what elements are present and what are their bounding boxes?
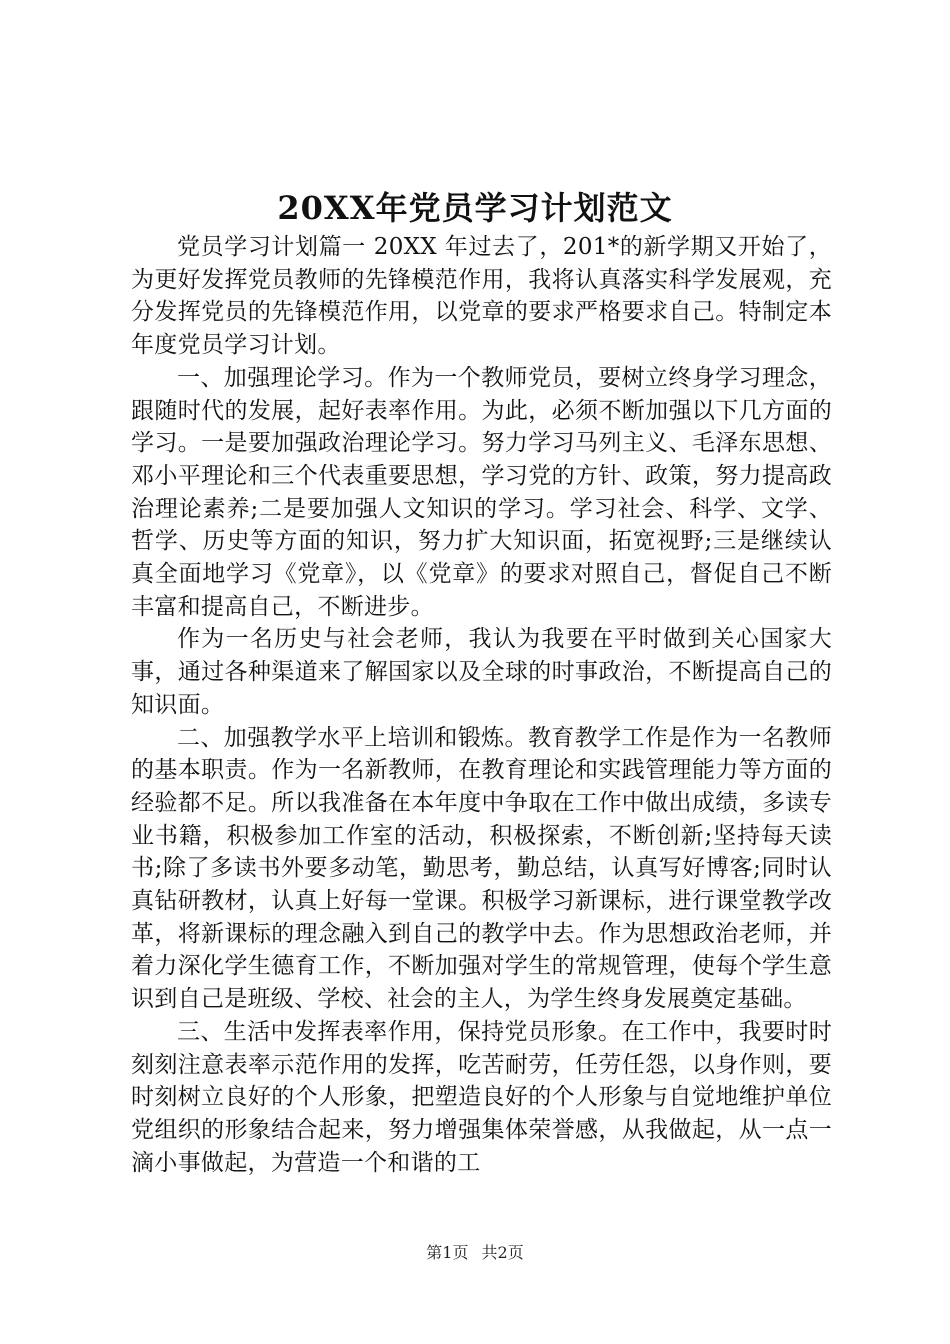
paragraph-role-model: 三、生活中发挥表率作用，保持党员形象。在工作中，我要时时刻刻注意表率示范作用的发挥，吃苦耐劳，任劳任怨，以身作则，要时刻树立良好的个人形象，把塑造良好的个人形象与自觉地维护单位党组织的形象结合起来，努力增强集体荣誉感，从我做起，从一点一滴小事做起，为营造一个和谐的工	[131, 1018, 832, 1176]
document-title: 20XX年党员学习计划范文	[277, 189, 673, 227]
paragraph-history-teacher: 作为一名历史与社会老师，我认为我要在平时做到关心国家大事，通过各种渠道来了解国家以及全球的时事政治，不断提高自己的知识面。	[131, 626, 832, 718]
paragraph-theory-study: 一、加强理论学习。作为一个教师党员，要树立终身学习理念，跟随时代的发展，起好表率作用。为此，必须不断加强以下几方面的学习。一是要加强政治理论学习。努力学习马列主义、毛泽东思想、邓小平理论和三个代表重要思想，学习党的方针、政策，努力提高政治理论素养;二是要加强人文知识的学习。学习社会、科学、文学、哲学、历史等方面的知识，努力扩大知识面，拓宽视野;三是继续认真全面地学习《党章》，以《党章》的要求对照自己，督促自己不断丰富和提高自己，不断进步。	[131, 364, 832, 620]
page-footer	[0, 1241, 950, 1265]
document-body	[131, 231, 832, 1179]
paragraph-teaching-training: 二、加强教学水平上培训和锻炼。教育教学工作是作为一名教师的基本职责。作为一名新教师，在教育理论和实践管理能力等方面的经验都不足。所以我准备在本年度中争取在工作中做出成绩，多读专业书籍，积极参加工作室的活动，积极探索，不断创新;坚持每天读书;除了多读书外要多动笔，勤思考，勤总结，认真写好博客;同时认真钻研教材，认真上好每一堂课。积极学习新课标，进行课堂教学改革，将新课标的理念融入到自己的教学中去。作为思想政治老师，并着力深化学生德育工作，不断加强对学生的常规管理，使每个学生意识到自己是班级、学校、社会的主人，为学生终身发展奠定基础。	[131, 724, 832, 1013]
page-total: 共2页	[481, 1243, 524, 1262]
paragraph-intro: 党员学习计划篇一 20XX 年过去了，201*的新学期又开始了，为更好发挥党员教师的先锋模范作用，我将认真落实科学发展观，充分发挥党员的先锋模范作用，以党章的要求严格要求自己。特制定本年度党员学习计划。	[131, 234, 832, 359]
page-number: 第1页	[426, 1243, 469, 1262]
